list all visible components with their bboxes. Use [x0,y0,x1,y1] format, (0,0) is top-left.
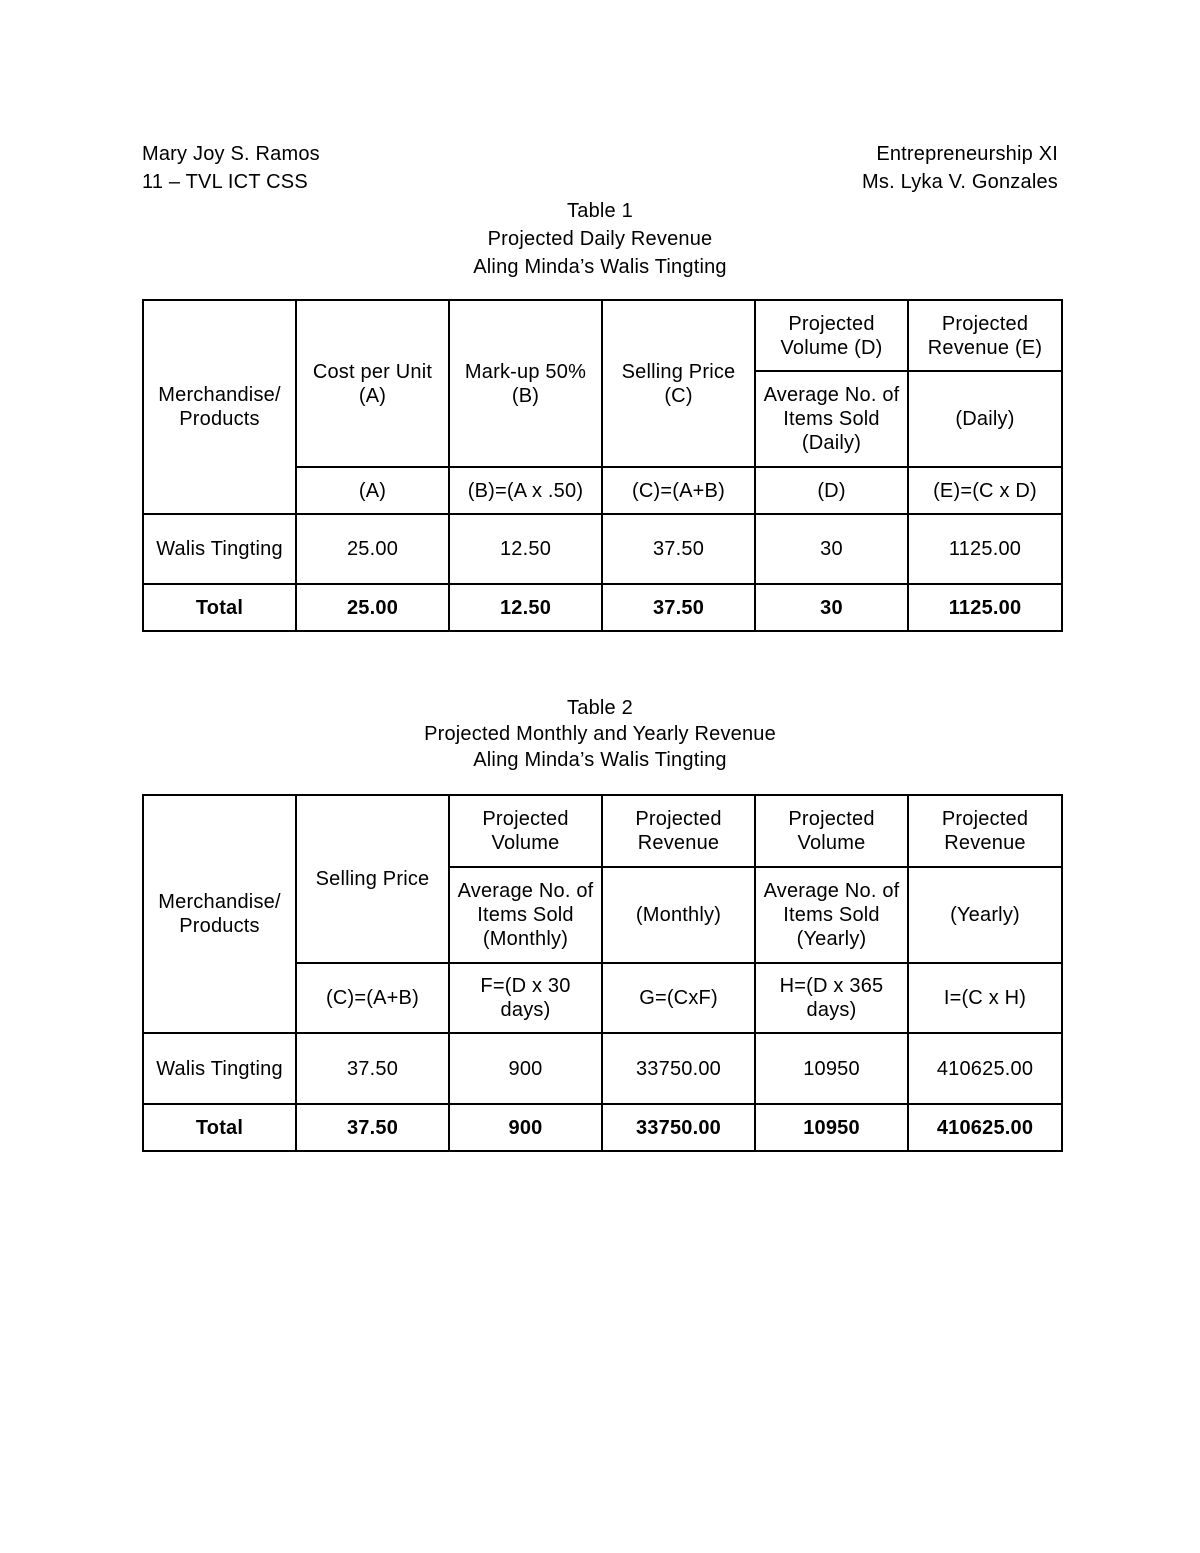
monthly-volume-header: Projected Volume [449,795,602,867]
markup-header: Mark-up 50% (B) [449,300,602,467]
student-section: 11 – TVL ICT CSS [142,171,308,193]
cost-value: 25.00 [296,514,449,584]
revenue-subheader: (Daily) [908,371,1062,467]
table-header-row [143,795,1062,867]
total-cost: 25.00 [296,584,449,631]
revenue-value: 1125.00 [908,514,1062,584]
total-yearly-volume: 10950 [755,1104,908,1151]
monthly-revenue-header: Projected Revenue [602,795,755,867]
total-row [143,584,1062,631]
total-label: Total [143,1104,296,1151]
student-name: Mary Joy S. Ramos [142,143,320,165]
merchandise-header: Merchandise/ Products [143,300,296,514]
selling-price-header: Selling Price [296,795,449,963]
selling-formula: (C)=(A+B) [602,467,755,514]
cost-header: Cost per Unit (A) [296,300,449,467]
total-selling: 37.50 [296,1104,449,1151]
course-info [862,140,1058,196]
total-row [143,1104,1062,1151]
monthly-revenue-value: 33750.00 [602,1033,755,1104]
total-label: Total [143,584,296,631]
monthly-yearly-revenue-table [142,794,1063,1152]
total-selling: 37.50 [602,584,755,631]
volume-subheader: Average No. of Items Sold (Daily) [755,371,908,467]
markup-formula: (B)=(A x .50) [449,467,602,514]
selling-formula: (C)=(A+B) [296,963,449,1033]
selling-value: 37.50 [602,514,755,584]
cost-formula: (A) [296,467,449,514]
table-row [143,514,1062,584]
table1-caption [0,197,1200,281]
table2-caption [0,695,1200,773]
table-header-row [143,300,1062,371]
total-markup: 12.50 [449,584,602,631]
subject-name: Entrepreneurship XI [876,143,1058,165]
yearly-revenue-subheader: (Yearly) [908,867,1062,963]
teacher-name: Ms. Lyka V. Gonzales [862,171,1058,193]
table1-business: Aling Minda’s Walis Tingting [473,256,727,278]
yearly-volume-subheader: Average No. of Items Sold (Yearly) [755,867,908,963]
revenue-formula: (E)=(C x D) [908,467,1062,514]
total-monthly-volume: 900 [449,1104,602,1151]
table2-number: Table 2 [567,697,633,719]
monthly-revenue-subheader: (Monthly) [602,867,755,963]
monthly-volume-formula: F=(D x 30 days) [449,963,602,1033]
table1-title: Projected Daily Revenue [487,228,713,250]
markup-value: 12.50 [449,514,602,584]
product-name: Walis Tingting [143,514,296,584]
daily-revenue-table [142,299,1063,632]
total-volume: 30 [755,584,908,631]
volume-value: 30 [755,514,908,584]
yearly-volume-value: 10950 [755,1033,908,1104]
table1-number: Table 1 [567,200,633,222]
revenue-header: Projected Revenue (E) [908,300,1062,371]
table2-title: Projected Monthly and Yearly Revenue [424,723,776,745]
volume-formula: (D) [755,467,908,514]
selling-value: 37.50 [296,1033,449,1104]
monthly-volume-subheader: Average No. of Items Sold (Monthly) [449,867,602,963]
volume-header: Projected Volume (D) [755,300,908,371]
selling-price-header: Selling Price (C) [602,300,755,467]
student-info [142,140,320,196]
yearly-volume-header: Projected Volume [755,795,908,867]
monthly-revenue-formula: G=(CxF) [602,963,755,1033]
yearly-revenue-value: 410625.00 [908,1033,1062,1104]
table2-business: Aling Minda’s Walis Tingting [473,749,727,771]
monthly-volume-value: 900 [449,1033,602,1104]
table-row [143,1033,1062,1104]
total-yearly-revenue: 410625.00 [908,1104,1062,1151]
yearly-revenue-header: Projected Revenue [908,795,1062,867]
yearly-volume-formula: H=(D x 365 days) [755,963,908,1033]
merchandise-header: Merchandise/ Products [143,795,296,1033]
product-name: Walis Tingting [143,1033,296,1104]
yearly-revenue-formula: I=(C x H) [908,963,1062,1033]
total-monthly-revenue: 33750.00 [602,1104,755,1151]
total-revenue: 1125.00 [908,584,1062,631]
